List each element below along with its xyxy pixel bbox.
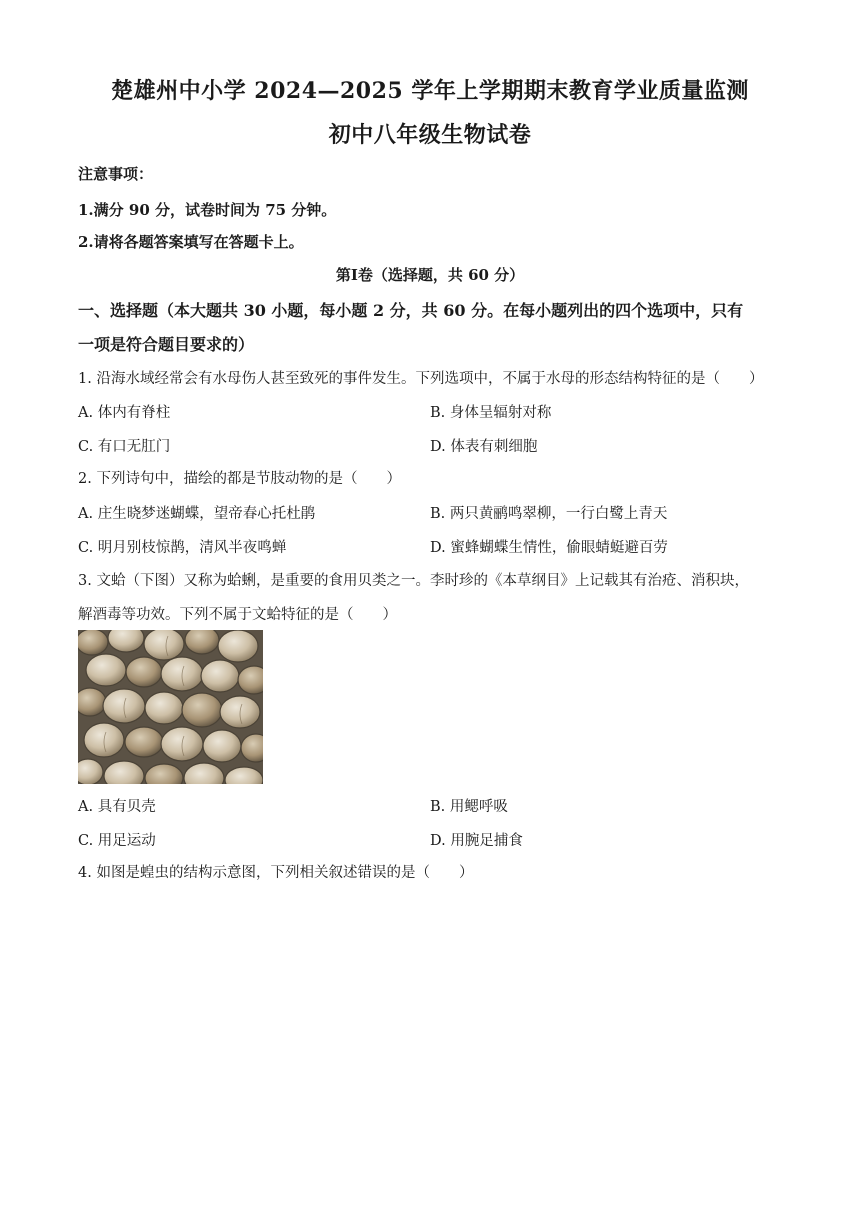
part-instructions-line1: 一、选择题（本大题共 30 小题，每小题 2 分，共 60 分。在每小题列出的四个选项中，只有: [78, 301, 744, 320]
question-2-option-c: C. 明月别枝惊鹊，清风半夜鸣蝉: [78, 540, 287, 556]
question-3-option-d: D. 用腕足捕食: [430, 833, 523, 849]
question-1-option-a: A. 体内有脊柱: [78, 405, 171, 421]
question-3-option-c: C. 用足运动: [78, 833, 156, 849]
question-2-option-d: D. 蜜蜂蝴蝶生情性，偷眼蜻蜓避百劳: [430, 540, 668, 556]
question-2-option-b: B. 两只黄鹂鸣翠柳，一行白鹭上青天: [430, 506, 668, 522]
exam-title-line2: 初中八年级生物试卷: [328, 122, 532, 148]
clam-photo: [78, 630, 263, 784]
question-3-stem-line1: 3. 文蛤（下图）又称为蛤蜊，是重要的食用贝类之一。李时珍的《本草纲目》上记载其有治疮、消积块，: [78, 573, 749, 589]
question-4-stem: 4. 如图是蝗虫的结构示意图，下列相关叙述错误的是（ ）: [78, 865, 474, 881]
question-1-option-c: C. 有口无肛门: [78, 439, 171, 455]
note-item-2: 2.请将各题答案填写在答题卡上。: [78, 233, 304, 251]
question-1-option-d: D. 体表有刺细胞: [430, 439, 538, 455]
question-3-option-b: B. 用鳃呼吸: [430, 799, 508, 815]
question-1-stem: 1. 沿海水域经常会有水母伤人甚至致死的事件发生。下列选项中，不属于水母的形态结构特征的是（ ）: [78, 371, 764, 387]
section-heading: 第Ⅰ卷（选择题，共 60 分）: [335, 266, 525, 284]
question-2-stem: 2. 下列诗句中，描绘的都是节肢动物的是（ ）: [78, 471, 401, 487]
question-1-option-b: B. 身体呈辐射对称: [430, 405, 552, 421]
part-instructions-line2: 一项是符合题目要求的）: [78, 335, 255, 354]
notes-heading: 注意事项：: [78, 165, 154, 183]
question-3-option-a: A. 具有贝壳: [78, 799, 156, 815]
question-3-stem-line2: 解酒毒等功效。下列不属于文蛤特征的是（ ）: [78, 607, 397, 623]
note-item-1: 1.满分 90 分，试卷时间为 75 分钟。: [78, 201, 337, 219]
exam-title-line1: 楚雄州中小学 2024—2025 学年上学期期末教育学业质量监测: [111, 78, 749, 104]
question-2-option-a: A. 庄生晓梦迷蝴蝶，望帝春心托杜鹃: [78, 506, 316, 522]
